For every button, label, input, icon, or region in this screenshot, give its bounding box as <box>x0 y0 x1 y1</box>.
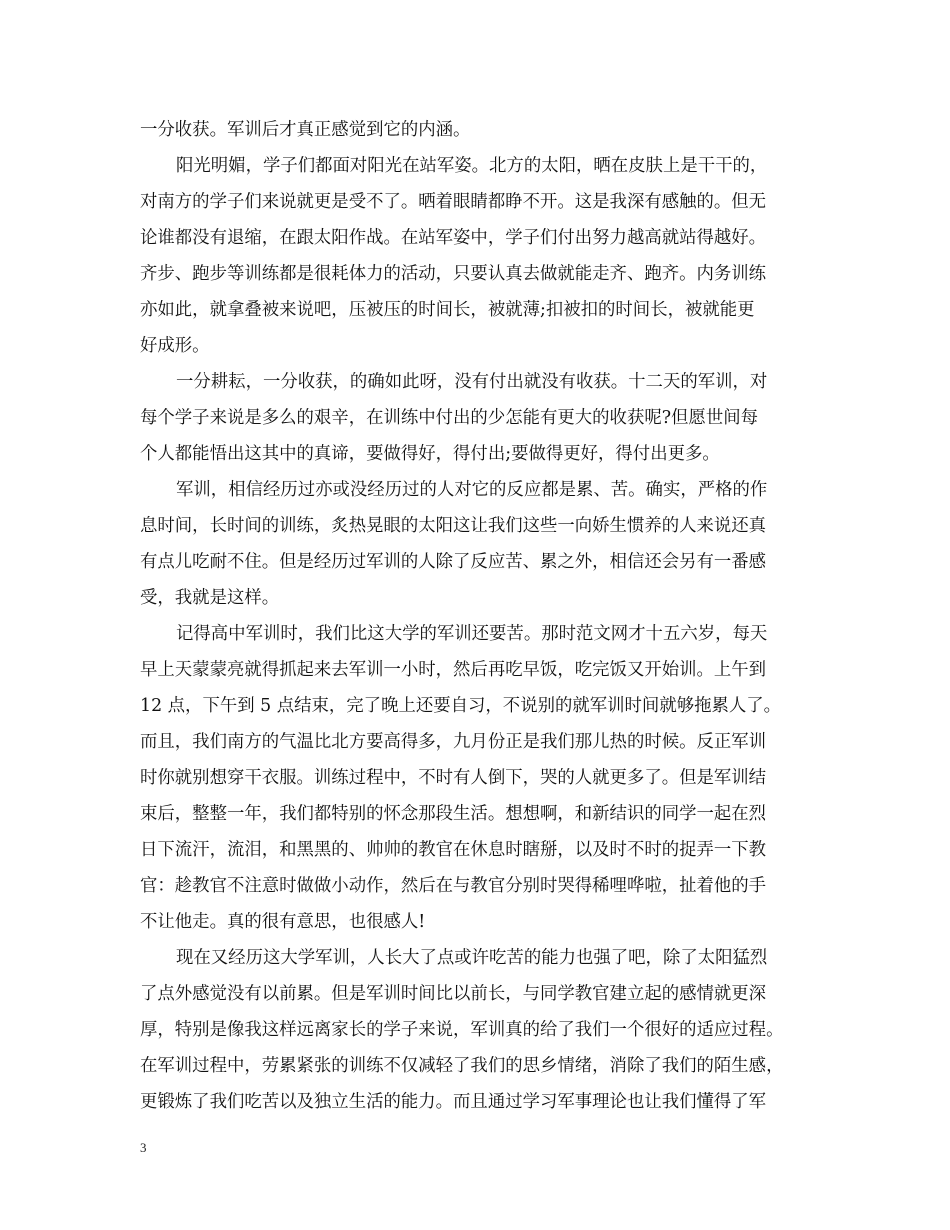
paragraph-first-line: 现在又经历这大学军训，人长大了点或许吃苦的能力也强了吧，除了太阳猛烈 <box>176 948 768 968</box>
paragraph-first-line: 阳光明媚，学子们都面对阳光在站军姿。北方的太阳，晒在皮肤上是干干的， <box>176 156 768 176</box>
text-line: 12 点，下午到 5 点结束，完了晚上还要自习，不说别的就军训时间就够拖累人了。 <box>140 696 782 716</box>
text-line: 而且，我们南方的气温比北方要高得多，九月份正是我们那儿热的时候。反正军训 <box>140 732 767 752</box>
text-line: 受，我就是这样。 <box>140 588 280 608</box>
text-line: 有点儿吃耐不住。但是经历过军训的人除了反应苦、累之外，相信还会另有一番感 <box>140 552 767 572</box>
text-line: 早上天蒙蒙亮就得抓起来去军训一小时，然后再吃早饭，吃完饭又开始训。上午到 <box>140 660 767 680</box>
text-line: 时你就别想穿干衣服。训练过程中，不时有人倒下，哭的人就更多了。但是军训结 <box>140 768 767 788</box>
text-line: 在军训过程中，劳累紧张的训练不仅减轻了我们的思乡情绪，消除了我们的陌生感， <box>140 1056 784 1076</box>
paragraph-first-line: 一分耕耘，一分收获，的确如此呀，没有付出就没有收获。十二天的军训，对 <box>176 372 768 392</box>
text-line: 论谁都没有退缩，在跟太阳作战。在站军姿中，学子们付出努力越高就站得越好。 <box>140 228 767 248</box>
paragraph-first-line: 记得高中军训时，我们比这大学的军训还要苦。那时范文网才十五六岁，每天 <box>176 624 768 644</box>
text-line: 对南方的学子们来说就更是受不了。晒着眼睛都睁不开。这是我深有感触的。但无 <box>140 192 767 212</box>
text-line: 息时间，长时间的训练，炙热晃眼的太阳这让我们这些一向娇生惯养的人来说还真 <box>140 516 767 536</box>
text-line: 每个学子来说是多么的艰辛，在训练中付出的少怎能有更大的收获呢?但愿世间每 <box>140 408 758 428</box>
text-line: 日下流汗，流泪，和黑黑的、帅帅的教官在休息时瞎掰，以及时不时的捉弄一下教 <box>140 840 767 860</box>
text-line: 了点外感觉没有以前累。但是军训时间比以前长，与同学教官建立起的感情就更深 <box>140 984 767 1004</box>
text-line: 官：趁教官不注意时做做小动作，然后在与教官分别时哭得稀哩哗啦，扯着他的手 <box>140 876 767 896</box>
text-line: 更锻炼了我们吃苦以及独立生活的能力。而且通过学习军事理论也让我们懂得了军 <box>140 1092 767 1112</box>
text-line: 亦如此，就拿叠被来说吧，压被压的时间长，被就薄;扣被扣的时间长，被就能更 <box>140 300 755 320</box>
text-line: 一分收获。军训后才真正感觉到它的内涵。 <box>140 120 471 140</box>
text-line: 不让他走。真的很有意思，也很感人! <box>140 912 426 932</box>
text-line: 厚，特别是像我这样远离家长的学子来说，军训真的给了我们一个很好的适应过程。 <box>140 1020 784 1040</box>
page-number: 3 <box>140 1140 147 1155</box>
text-line: 束后，整整一年，我们都特别的怀念那段生活。想想啊，和新结识的同学一起在烈 <box>140 804 767 824</box>
text-line: 齐步、跑步等训练都是很耗体力的活动，只要认真去做就能走齐、跑齐。内务训练 <box>140 264 767 284</box>
text-line: 好成形。 <box>140 336 210 356</box>
paragraph-first-line: 军训，相信经历过亦或没经历过的人对它的反应都是累、苦。确实，严格的作 <box>176 480 768 500</box>
text-line: 个人都能悟出这其中的真谛，要做得好，得付出;要做得更好，得付出更多。 <box>140 444 720 464</box>
